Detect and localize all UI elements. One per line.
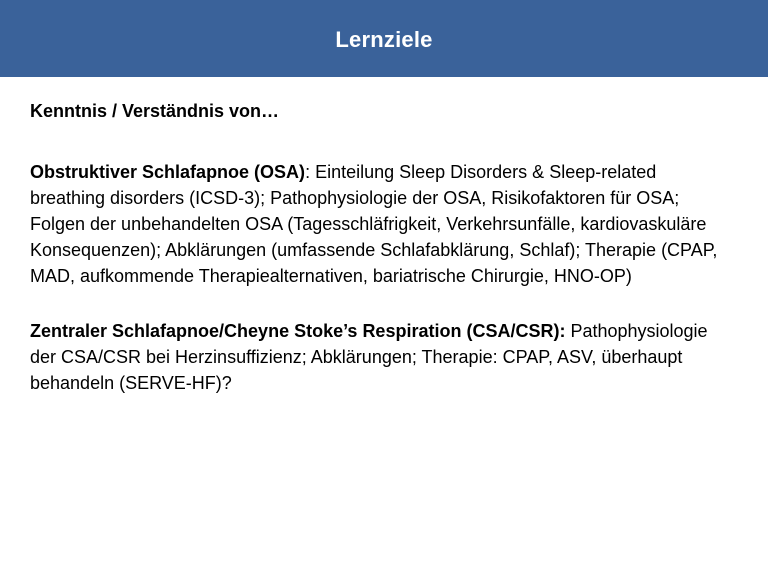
slide-title: Lernziele <box>335 26 433 52</box>
section-csa-heading: Zentraler Schlafapnoe/Cheyne Stoke’s Respiration (CSA/CSR): <box>30 321 566 341</box>
section-osa <box>30 159 720 289</box>
slide-content <box>30 99 720 396</box>
section-osa-heading: Obstruktiver Schlafapnoe (OSA) <box>30 162 306 182</box>
intro-heading: Kenntnis / Verständnis von… <box>30 101 280 121</box>
section-csa <box>30 318 720 396</box>
section-csa-body: Pathophysiologie der CSA/CSR bei Herzinsuffizienz; Abklärungen; Therapie: CPAP, ASV, überhaupt behandeln (SERVE-HF)? <box>30 321 708 393</box>
section-osa-body: : Einteilung Sleep Disorders & Sleep-related breathing disorders (ICSD-3); Pathophysiologie der OSA, Risikofaktoren für OSA; Folgen der unbehandelten OSA (Tagesschläfrigkeit, Verkehrsunfälle, kardiovaskuläre Konsequenzen); Abklärungen (umfassende Schlafabklärung, Schlaf); Therapie (CPAP, MAD, aufkommende Therapiealternativen, bariatrische Chirurgie, HNO-OP) <box>30 162 718 286</box>
title-bar <box>0 0 768 77</box>
